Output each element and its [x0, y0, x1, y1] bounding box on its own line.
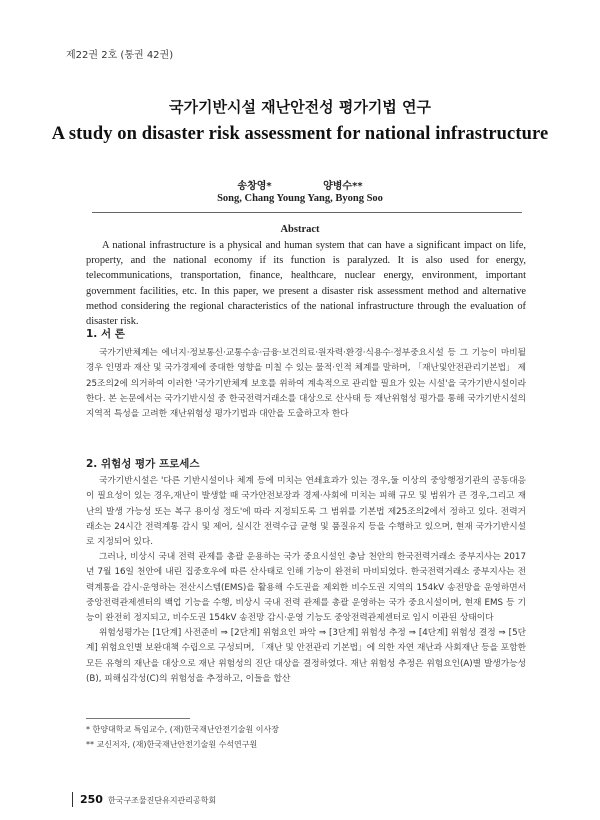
korean-title: 국가기반시설 재난안전성 평가기법 연구: [169, 98, 431, 116]
journal-name: 한국구조물진단유지관리공학회: [108, 796, 217, 805]
page-number: 250: [80, 793, 103, 806]
volume-info: 제22권 2호 (통권 42권): [66, 50, 174, 61]
risk-process-paragraph-3: 위험성평가는 [1단계] 사전준비 ⇒ [2단계] 위험요인 파악 ⇒ [3단계] 위험성 추정 ⇒ [4단계] 위험성 결정 ⇒ [5단계] 위험요인별 보완대책 수립으로 구성되며, 「재난 및 안전관리 기본법」에 의한 자연 재난과 사회재난 등을 포함한 모든 유형의 재난을 대상으로 재난 위험성의 진단 대상을 결정하였다. 재난 위험성 추정은 위험요인(A)별 발생가능성(B), 피해심각성(C)의 위험성을 추정하고, 이들을 합산: [86, 628, 526, 684]
section-heading-risk-process: 2. 위험성 평가 프로세스: [86, 458, 200, 470]
abstract-text: A national infrastructure is a physical and human system that can have a significant impact on life, property, and the national economy if its function is paralyzed. It is also used for energy, telecommunications, transportation, finance, healthcare, nuclear energy, environment, important government facilities, etc. In this paper, we present a disaster risk assessment method and alternative method considering the regional characteristics of the national infrastructure through the evaluation of disaster risk.: [86, 240, 526, 328]
english-title: A study on disaster risk assessment for national infrastructure: [51, 124, 549, 144]
footer-bar: [72, 792, 73, 807]
section-heading-introduction: 1. 서 론: [86, 328, 125, 340]
risk-process-paragraph-1: 국가기반시설은 '다른 기반시설이나 체계 등에 미치는 연쇄효과가 있는 경우,둘 이상의 중앙행정기관의 공동대응이 필요성이 있는 경우,재난이 발생할 때 국가안전보장과 경제·사회에 미치는 피해 규모 및 범위가 큰 경우,그리고 재난의 발생 가능성 또는 복구 용이성 정도'에 따라 지정되도록 그 범위를 기본법 제25조의2에서 정하고 있다. 전력거래소는 24시간 전력계통 감시 및 제어, 실시간 전력수급 균형 및 품질유지 등을 수행하고 있으며, 현재 국가기반시설로 지정되어 있다.: [86, 476, 526, 548]
abstract-heading: Abstract: [280, 224, 320, 235]
footnote-first-author: * 한양대학교 특임교수, (재)한국재난안전기술원 이사장: [86, 725, 279, 734]
risk-process-paragraph-2: 그러나, 비상시 국내 전력 관제를 총괄 운용하는 국가 중요시설인 충남 천안의 한국전력거래소 중부지사는 2017년 7월 16일 천안에 내린 집중호우에 따른 산사태로 인해 기능이 완전히 마비되었다. 한국전력거래소 중부지사는 전력계통을 감시·운영하는 전산시스템(EMS)을 활용해 수도권을 제외한 비수도권 지역의 154kV 송전망을 운영하면서 중앙전력관제센터의 백업 기능을 수행, 비상시 국내 전력 관제를 총괄 운영하는 국가 중요시설이며, 현재 EMS 등 기능이 완전히 정지되고, 비수도권 154kV 송전망 감시·운영 기능도 중앙전력관제센터로 임시 이관된 상태이다: [86, 552, 526, 624]
footnote-divider: [86, 718, 190, 719]
footnote-corresponding-author: ** 교신저자, (재)한국재난안전기술원 수석연구원: [86, 740, 258, 749]
title-divider: [92, 212, 522, 213]
english-authors: Song, Chang Young Yang, Byong Soo: [217, 193, 383, 204]
korean-authors: 송창영* 양병수**: [237, 181, 363, 192]
introduction-paragraph: 국가기반체계는 에너지·정보통신·교통수송·금융·보건의료·원자력·환경·식용수·정부중요시설 등 그 기능이 마비될 경우 인명과 재산 및 국가경제에 중대한 영향을 미칠 수 있는 물적·인적 체계를 말하며, 「재난및안전관리기본법」 제25조의2에 의거하여 이러한 '국가기반체계 보호를 위하여 계속적으로 관리할 필요가 있는 시설'을 국가기반시설이라 한다. 본 논문에서는 국가기반시설 중 한국전력거래소를 대상으로 산사태 등 재난위험성 평가를 통해 국가기반시설의 지역적 특성을 고려한 재난위험성 평가기법과 대안을 도출하고자 한다: [86, 348, 526, 420]
